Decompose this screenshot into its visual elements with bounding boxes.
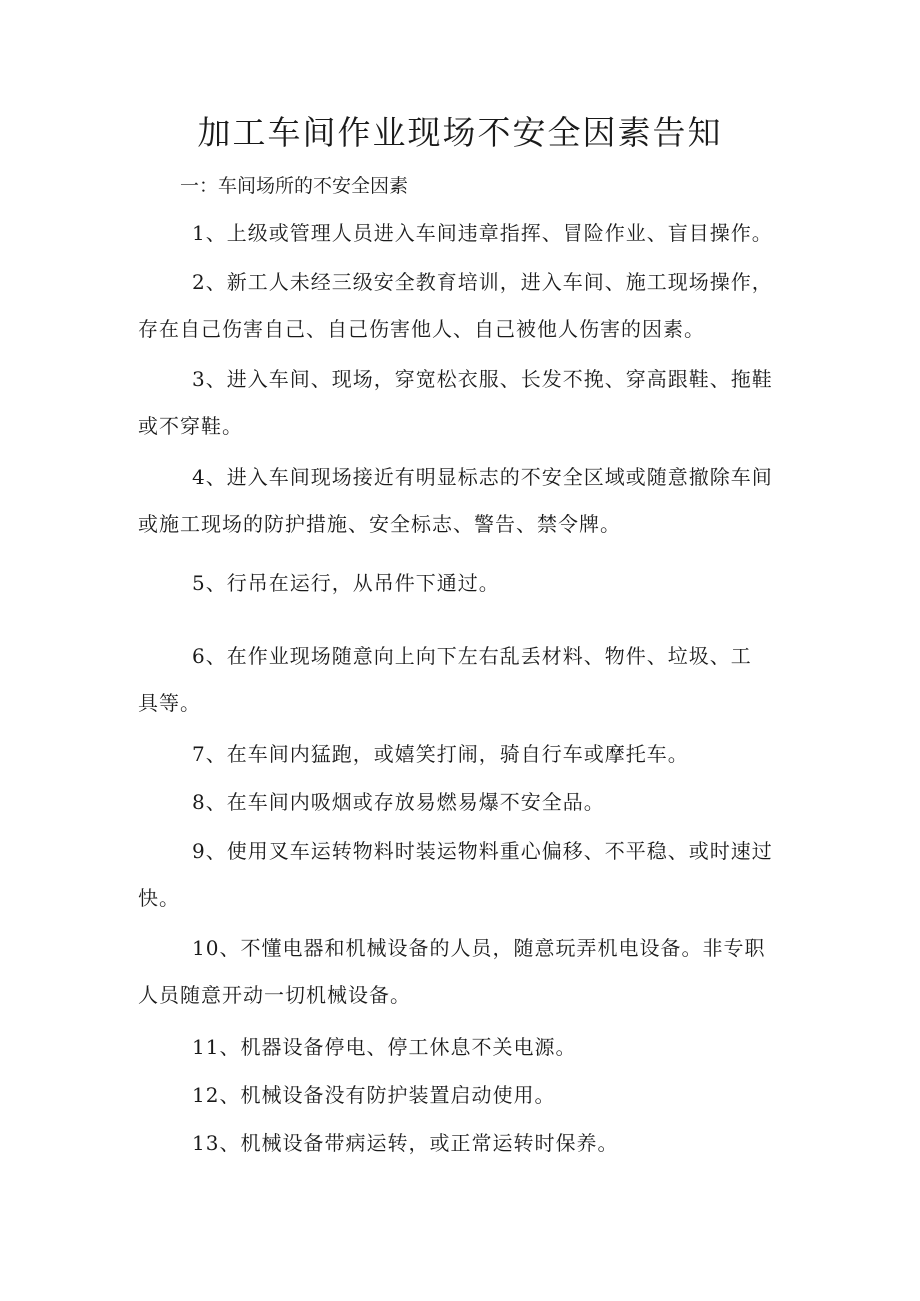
list-item-10 — [138, 925, 798, 1019]
list-item-12 — [138, 1072, 798, 1119]
list-item-7 — [138, 731, 798, 778]
list-item-5 — [138, 560, 798, 607]
list-item-2 — [138, 259, 798, 353]
item-line: 存在自己伤害自己、自己伤害他人、自己被他人伤害的因素。 — [138, 317, 705, 341]
item-line: 1、上级或管理人员进入车间违章指挥、冒险作业、盲目操作。 — [192, 221, 773, 245]
item-line: 具等。 — [138, 691, 201, 715]
item-line: 10、不懂电器和机械设备的人员，随意玩弄机电设备。非专职 — [192, 936, 766, 960]
item-line: 3、进入车间、现场，穿宽松衣服、长发不挽、穿高跟鞋、拖鞋 — [192, 367, 773, 391]
item-line: 或不穿鞋。 — [138, 414, 243, 438]
list-item-6 — [138, 633, 798, 727]
item-line: 8、在车间内吸烟或存放易燃易爆不安全品。 — [192, 790, 605, 814]
item-line: 7、在车间内猛跑，或嬉笑打闹，骑自行车或摩托车。 — [192, 742, 689, 766]
item-line: 人员随意开动一切机械设备。 — [138, 983, 411, 1007]
item-line: 6、在作业现场随意向上向下左右乱丢材料、物件、垃圾、工 — [192, 644, 752, 668]
item-line: 快。 — [138, 886, 180, 910]
item-line: 4、进入车间现场接近有明显标志的不安全区域或随意撤除车间 — [192, 465, 773, 489]
item-line: 12、机械设备没有防护装置启动使用。 — [192, 1083, 556, 1107]
list-item-9 — [138, 828, 798, 922]
item-line: 11、机器设备停电、停工休息不关电源。 — [192, 1035, 577, 1059]
list-item-13 — [138, 1120, 798, 1167]
list-item-3 — [138, 356, 798, 450]
list-item-8 — [138, 779, 798, 826]
item-line: 9、使用叉车运转物料时装运物料重心偏移、不平稳、或时速过 — [192, 839, 773, 863]
item-line: 或施工现场的防护措施、安全标志、警告、禁令牌。 — [138, 512, 621, 536]
item-line: 2、新工人未经三级安全教育培训，进入车间、施工现场操作， — [192, 270, 773, 294]
item-line: 13、机械设备带病运转，或正常运转时保养。 — [192, 1131, 619, 1155]
item-line: 5、行吊在运行，从吊件下通过。 — [192, 571, 500, 595]
list-item-4 — [138, 454, 798, 548]
document-title: 加工车间作业现场不安全因素告知 — [197, 113, 723, 152]
list-item-1 — [138, 210, 798, 257]
section-heading: 一：车间场所的不安全因素 — [180, 175, 409, 197]
list-item-11 — [138, 1024, 798, 1071]
